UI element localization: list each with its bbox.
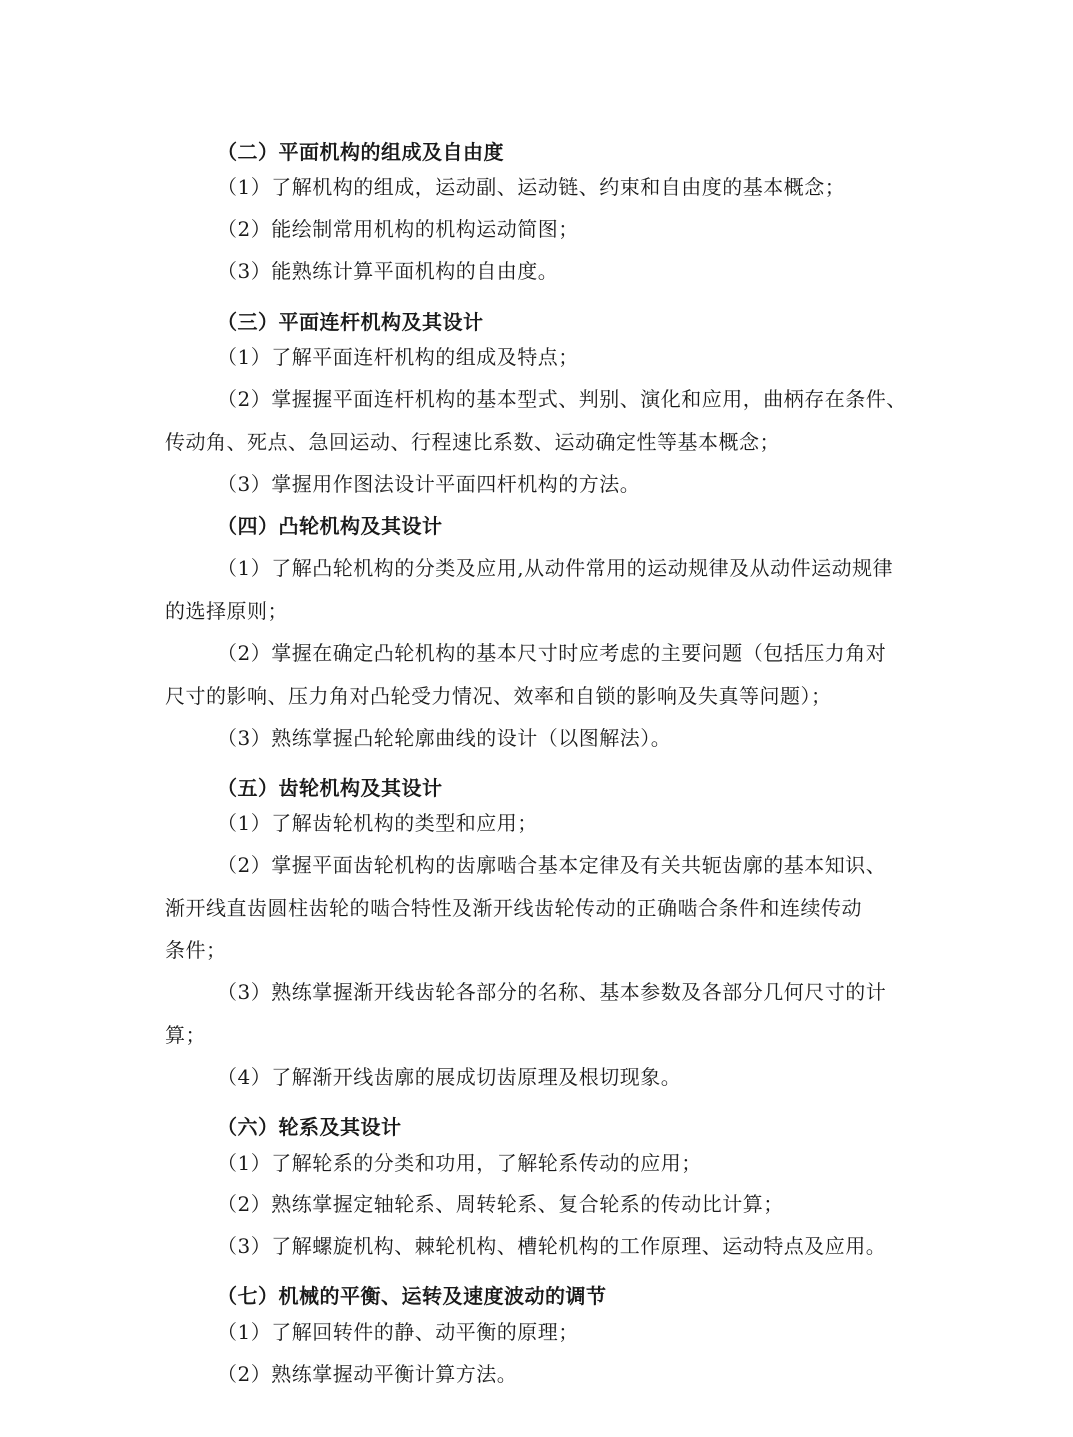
paragraph-line: （2）熟练掌握动平衡计算方法。 [217, 1362, 518, 1386]
paragraph-line: 传动角、死点、急回运动、行程速比系数、运动确定性等基本概念； [165, 430, 780, 454]
paragraph-line: 的选择原则； [165, 599, 288, 623]
section-heading: （三）平面连杆机构及其设计 [217, 310, 484, 334]
paragraph-line: 尺寸的影响、压力角对凸轮受力情况、效率和自锁的影响及失真等问题）； [165, 684, 832, 708]
section-heading: （四）凸轮机构及其设计 [217, 514, 443, 538]
paragraph-line: （2）熟练掌握定轴轮系、周转轮系、复合轮系的传动比计算； [217, 1192, 784, 1216]
paragraph-line: （2）掌握握平面连杆机构的基本型式、判别、演化和应用，曲柄存在条件、 [217, 387, 907, 411]
paragraph-line: （1）了解机构的组成，运动副、运动链、约束和自由度的基本概念； [217, 175, 846, 199]
section-heading: （六）轮系及其设计 [217, 1115, 402, 1139]
paragraph-line: （1）了解轮系的分类和功用，了解轮系传动的应用； [217, 1151, 702, 1175]
paragraph-line: （3）了解螺旋机构、棘轮机构、槽轮机构的工作原理、运动特点及应用。 [217, 1234, 887, 1258]
paragraph-line: （3）掌握用作图法设计平面四杆机构的方法。 [217, 472, 641, 496]
paragraph-line: （1）了解回转件的静、动平衡的原理； [217, 1320, 579, 1344]
section-heading: （二）平面机构的组成及自由度 [217, 140, 504, 164]
paragraph-line: （2）掌握在确定凸轮机构的基本尺寸时应考虑的主要问题（包括压力角对 [217, 641, 887, 665]
paragraph-line: （4）了解渐开线齿廓的展成切齿原理及根切现象。 [217, 1065, 682, 1089]
paragraph-line: （3）熟练掌握渐开线齿轮各部分的名称、基本参数及各部分几何尺寸的计 [217, 980, 887, 1004]
paragraph-line: （3）熟练掌握凸轮轮廓曲线的设计（以图解法）。 [217, 726, 672, 750]
paragraph-line: （1）了解齿轮机构的类型和应用； [217, 811, 538, 835]
section-heading: （七）机械的平衡、运转及速度波动的调节 [217, 1284, 607, 1308]
paragraph-line: （2）能绘制常用机构的机构运动简图； [217, 217, 579, 241]
paragraph-line: （2）掌握平面齿轮机构的齿廓啮合基本定律及有关共轭齿廓的基本知识、 [217, 853, 887, 877]
paragraph-line: （1）了解平面连杆机构的组成及特点； [217, 345, 579, 369]
paragraph-line: （3）能熟练计算平面机构的自由度。 [217, 259, 559, 283]
section-heading: （五）齿轮机构及其设计 [217, 776, 443, 800]
paragraph-line: 渐开线直齿圆柱齿轮的啮合特性及渐开线齿轮传动的正确啮合条件和连续传动 [165, 896, 862, 920]
paragraph-line: 算； [165, 1023, 206, 1047]
paragraph-line: （1）了解凸轮机构的分类及应用,从动件常用的运动规律及从动件运动规律 [217, 556, 894, 580]
paragraph-line: 条件； [165, 938, 227, 962]
